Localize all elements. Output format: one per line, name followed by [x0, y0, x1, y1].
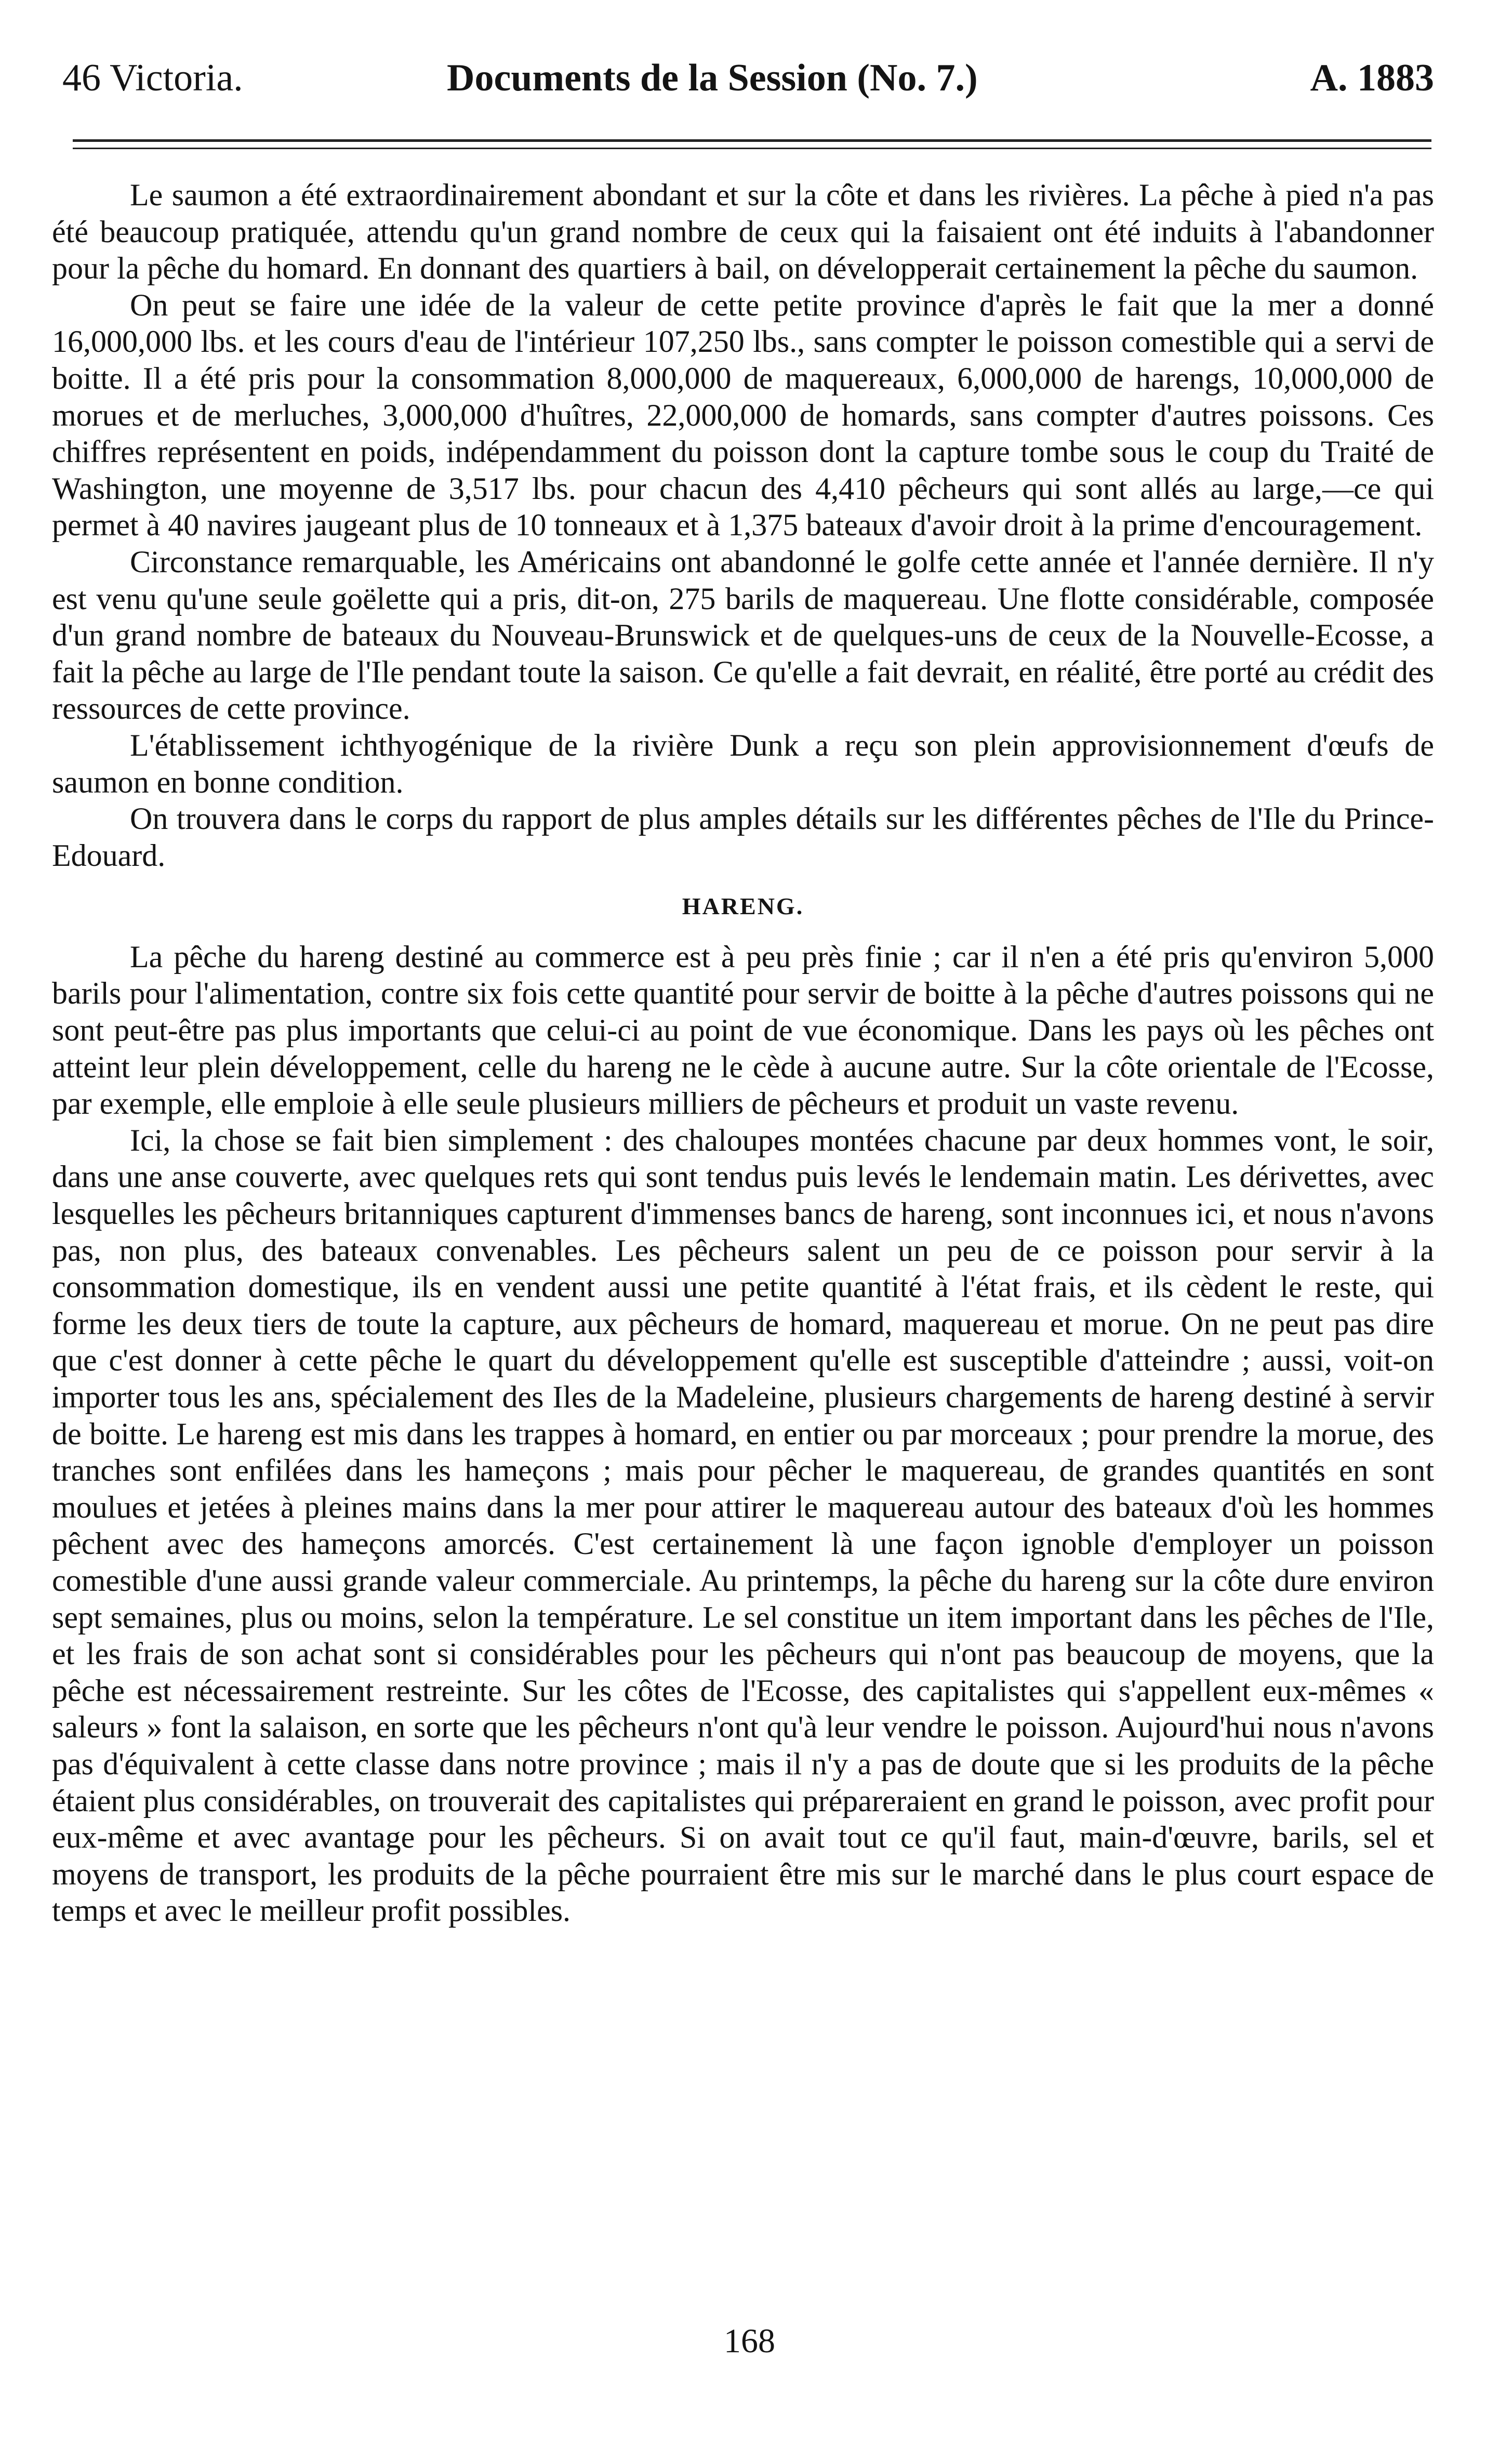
paragraph: Le saumon a été extraordinairement abondant et sur la côte et dans les rivières. La pêche à pied n'a pas été beaucoup pratiquée, attendu qu'un grand nombre de ceux qui la faisaient ont été induits à l'abandonner pour la pêche du homard. En donnant des quartiers à bail, on développerait certainement la pêche du saumon.: [52, 178, 1434, 286]
paragraph: L'établissement ichthyogénique de la rivière Dunk a reçu son plein approvisionnement d'œufs de saumon en bonne condition.: [52, 728, 1434, 799]
document-body: [52, 177, 1434, 1929]
paragraph: Circonstance remarquable, les Américains ont abandonné le golfe cette année et l'année dernière. Il n'y est venu qu'une seule goëlette qui a pris, dit-on, 275 barils de maquereau. Une flotte considérable, composée d'un grand nombre de bateaux du Nouveau-Brunswick et de quelques-uns de ceux de la Nouvelle-Ecosse, a fait la pêche au large de l'Ile pendant toute la saison. Ce qu'elle a fait devrait, en réalité, être porté au crédit des ressources de cette province.: [52, 544, 1434, 726]
paragraph: La pêche du hareng destiné au commerce est à peu près finie ; car il n'en a été pris qu'environ 5,000 barils pour l'alimentation, contre six fois cette quantité pour servir de boitte à la pêche d'autres poissons qui ne sont peut-être pas plus importants que celui-ci au point de vue économique. Dans les pays où les pêches ont atteint leur plein développement, celle du hareng ne le cède à aucune autre. Sur la côte orientale de l'Ecosse, par exemple, elle emploie à elle seule plusieurs milliers de pêcheurs et produit un vaste revenu.: [52, 939, 1434, 1121]
header-year: A. 1883: [1310, 57, 1434, 99]
paragraph: Ici, la chose se fait bien simplement : des chaloupes montées chacune par deux hommes vont, le soir, dans une anse couverte, avec quelques rets qui sont tendus puis levés le lendemain matin. Les dérivettes, avec lesquelles les pêcheurs britanniques capturent d'immenses bancs de hareng, sont inconnues ici, et nous n'avons pas, non plus, des bateaux convenables. Les pêcheurs salent un peu de ce poisson pour servir à la consommation domestique, ils en vendent aussi une petite quantité à l'état frais, et ils cèdent le reste, qui forme les deux tiers de toute la capture, aux pêcheurs de homard, maquereau et morue. On ne peut pas dire que c'est donner à cette pêche le quart du développement qu'elle est susceptible d'atteindre ; aussi, voit-on importer tous les ans, spécialement des Iles de la Madeleine, plusieurs chargements de hareng destiné à servir de boitte. Le hareng est mis dans les trappes à homard, en entier ou par morceaux ; pour prendre la morue, des tranches sont enfilées dans les hameçons ; mais pour pêcher le maquereau, de grandes quantités en sont moulues et jetées à pleines mains dans la mer pour attirer le maquereau autour des bateaux d'où les hommes pêchent avec des hameçons amorcés. C'est certainement là une façon ignoble d'employer un poisson comestible d'une aussi grande valeur commerciale. Au printemps, la pêche du hareng sur la côte dure environ sept semaines, plus ou moins, selon la température. Le sel constitue un item important dans les pêches de l'Ile, et les frais de son achat sont si considérables pour les pêcheurs qui n'ont pas beaucoup de moyens, que la pêche est nécessairement restreinte. Sur les côtes de l'Ecosse, des capitalistes qui s'appellent eux-mêmes « saleurs » font la salaison, en sorte que les pêcheurs n'ont qu'à leur vendre le poisson. Aujourd'hui nous n'avons pas d'équivalent à cette classe dans notre province ; mais il n'y a pas de doute que si les produits de la pêche étaient plus considérables, on trouverait des capitalistes qui prépareraient en grand le poisson, avec profit pour eux-même et avec avantage pour les pêcheurs. Si on avait tout ce qu'il faut, main-d'œuvre, barils, sel et moyens de transport, les produits de la pêche pourraient être mis sur le marché dans le plus court espace de temps et avec le meilleur profit possibles.: [52, 1123, 1434, 1928]
paragraph: On trouvera dans le corps du rapport de plus amples détails sur les différentes pêches de l'Ile du Prince-Edouard.: [52, 801, 1434, 873]
running-header: [62, 49, 1434, 107]
header-rule-thick: [73, 139, 1431, 142]
header-title: Documents de la Session (No. 7.): [447, 57, 978, 99]
header-volume: 46 Victoria.: [62, 57, 243, 99]
paragraph: On peut se faire une idée de la valeur de cette petite province d'après le fait que la mer a donné 16,000,000 lbs. et les cours d'eau de l'intérieur 107,250 lbs., sans compter le poisson comestible qui a servi de boitte. Il a été pris pour la consommation 8,000,000 de maquereaux, 6,000,000 de harengs, 10,000,000 de morues et de merluches, 3,000,000 d'huîtres, 22,000,000 de homards, sans compter d'autres poissons. Ces chiffres représentent en poids, indépendamment du poisson dont la capture tombe sous le coup du Traité de Washington, une moyenne de 3,517 lbs. pour chacun des 4,410 pêcheurs qui sont allés au large,—ce qui permet à 40 navires jaugeant plus de 10 tonneaux et à 1,375 bateaux d'avoir droit à la prime d'encouragement.: [52, 287, 1434, 543]
header-rule-thin: [73, 148, 1431, 149]
page-number: 168: [724, 2322, 775, 2360]
section-heading: HARENG.: [682, 893, 804, 920]
